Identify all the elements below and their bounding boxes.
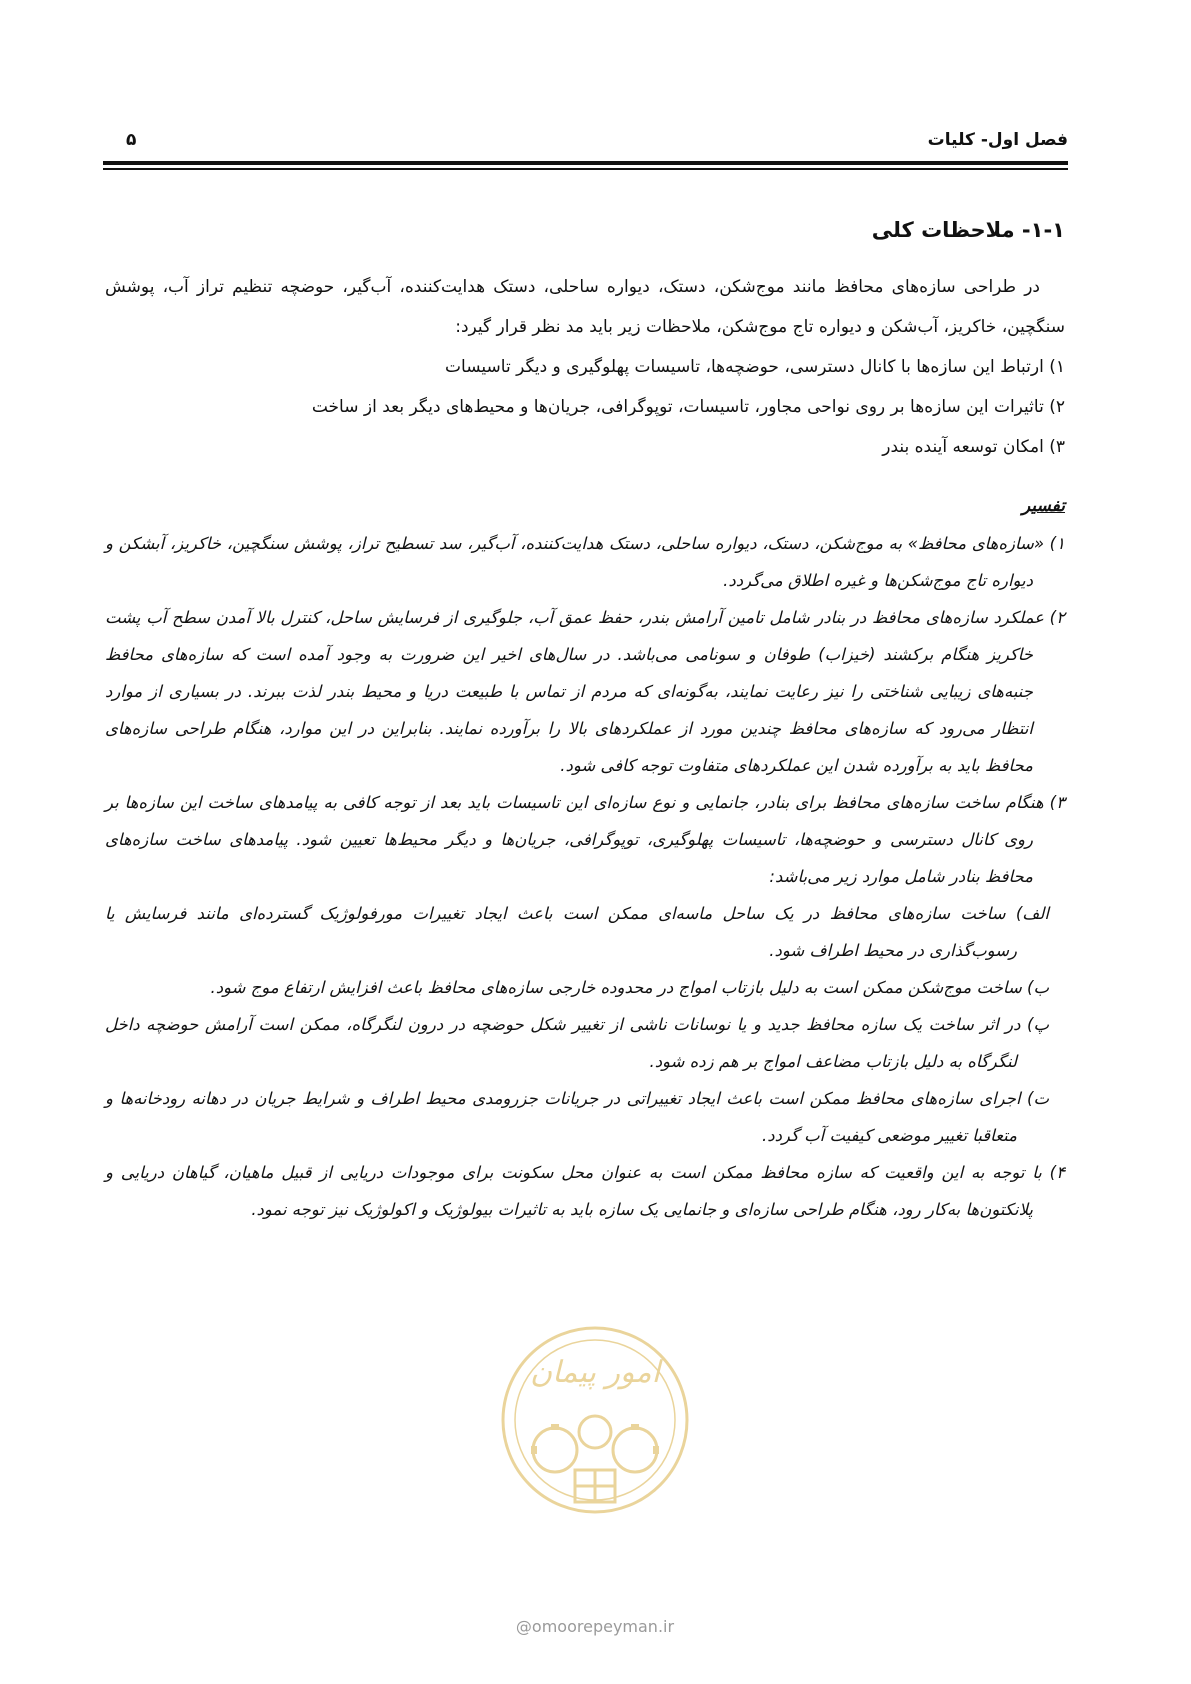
commentary-item-2: ۲) عملکرد سازه‌های محافظ در بنادر شامل تامین آرامش بندر، حفظ عمق آب، جلوگیری از فرسایش ساحل، کنترل بالا آمدن سطح آب پشت خاکریز هنگام برکشند (خیزاب) طوفان و سونامی می‌باشد. در سال‌های اخیر این ضرورت به وجود آمده است که سازه‌های محافظ جنبه‌های زیبایی شناختی را نیز رعایت نمایند، به‌گونه‌ای که مردم از تماس با طبیعت دریا و محیط بندر لذت ببرند. در بسیاری از موارد انتظار می‌رود که سازه‌های محافظ چندین مورد از عملکردهای بالا را برآورده نمایند. بنابراین در این موارد، هنگام طراحی سازه‌های محافظ باید به برآورده شدن این عملکردهای متفاوت توجه کافی شود. [105, 608, 1065, 775]
watermark-logo-icon [495, 1320, 695, 1590]
commentary-subitem-pe: پ) در اثر ساخت یک سازه محافظ جدید و یا نوسانات ناشی از تغییر شکل حوضچه در درون لنگرگاه، ممکن است آرامش حوضچه داخل لنگرگاه به دلیل بازتاب مضاعف امواج بر هم زده شود. [105, 1015, 1049, 1071]
requirement-item-2: ۲) تاثیرات این سازه‌ها بر روی نواحی مجاور، تاسیسات، توپوگرافی، جریان‌ها و محیط‌های دیگر بعد از ساخت [311, 397, 1065, 417]
header-rule-thin [103, 168, 1068, 170]
section-intro: در طراحی سازه‌های محافظ مانند موج‌شکن، دستک، دیواره ساحلی، دستک هدایت‌کننده، آب‌گیر، حوضچه تنظیم تراز آب، پوشش سنگچین، خاکریز، آب‌شکن و دیواره تاج موج‌شکن، ملاحظات زیر باید مد نظر قرار گیرد: [105, 277, 1065, 337]
commentary-body [105, 525, 1065, 1228]
commentary-subitem-be: ب) ساخت موج‌شکن ممکن است به دلیل بازتاب امواج در محدوده خارجی سازه‌های محافظ باعث افزایش ارتفاع موج شود. [210, 978, 1049, 997]
page-number: ۵ [126, 130, 137, 150]
commentary-item-1: ۱) «سازه‌های محافظ» به موج‌شکن، دستک، دیواره ساحلی، دستک هدایت‌کننده، آب‌گیر، سد تسطیح تراز، پوشش سنگچین، خاکریز، آبشکن و دیواره تاج موج‌شکن‌ها و غیره اطلاق می‌گردد. [105, 534, 1065, 590]
main-content [105, 218, 1065, 1228]
header-rule-thick [103, 161, 1068, 165]
chapter-title: فصل اول- کلیات [927, 130, 1068, 150]
page-header [103, 130, 1068, 156]
commentary-item-3: ۳) هنگام ساخت سازه‌های محافظ برای بنادر، جانمایی و نوع سازه‌ای این تاسیسات باید بعد از توجه کافی به پیامدهای ساخت این سازه‌ها بر روی کانال دسترسی و حوضچه‌ها، تاسیسات پهلوگیری، توپوگرافی، جریان‌ها و دیگر محیط‌ها تعیین شود. پیامدهای ساخت سازه‌های محافظ بنادر شامل موارد زیر می‌باشد: [105, 793, 1065, 886]
requirement-item-3: ۳) امکان توسعه آینده بندر [882, 437, 1065, 457]
watermark-site: @omoorepeyman.ir [515, 1617, 675, 1636]
section-title: ۱-۱- ملاحظات کلی [871, 218, 1065, 242]
requirement-item-1: ۱) ارتباط این سازه‌ها با کانال دسترسی، حوضچه‌ها، تاسیسات پهلوگیری و دیگر تاسیسات [445, 357, 1065, 377]
commentary-heading: تفسیر [1021, 496, 1065, 516]
watermark-logo-text: امور پیمان [530, 1355, 660, 1390]
commentary-subitem-te: ت) اجرای سازه‌های محافظ ممکن است باعث ایجاد تغییراتی در جریانات جزرومدی محیط اطراف و شرایط جریان در دهانه رودخانه‌ها و متعاقبا تغییر موضعی کیفیت آب گردد. [105, 1089, 1049, 1145]
commentary-item-4: ۴) با توجه به این واقعیت که سازه محافظ ممکن است به عنوان محل سکونت برای موجودات دریایی از قبیل ماهیان، گیاهان دریایی و پلانکتون‌ها به‌کار رود، هنگام طراحی سازه‌ای و جانمایی یک سازه باید به تاثیرات بیولوژیک و اکولوژیک نیز توجه نمود. [105, 1163, 1065, 1219]
commentary-subitem-alef: الف) ساخت سازه‌های محافظ در یک ساحل ماسه‌ای ممکن است باعث ایجاد تغییرات مورفولوژیک گسترده‌ای مانند فرسایش یا رسوب‌گذاری در محیط اطراف شود. [105, 904, 1049, 960]
